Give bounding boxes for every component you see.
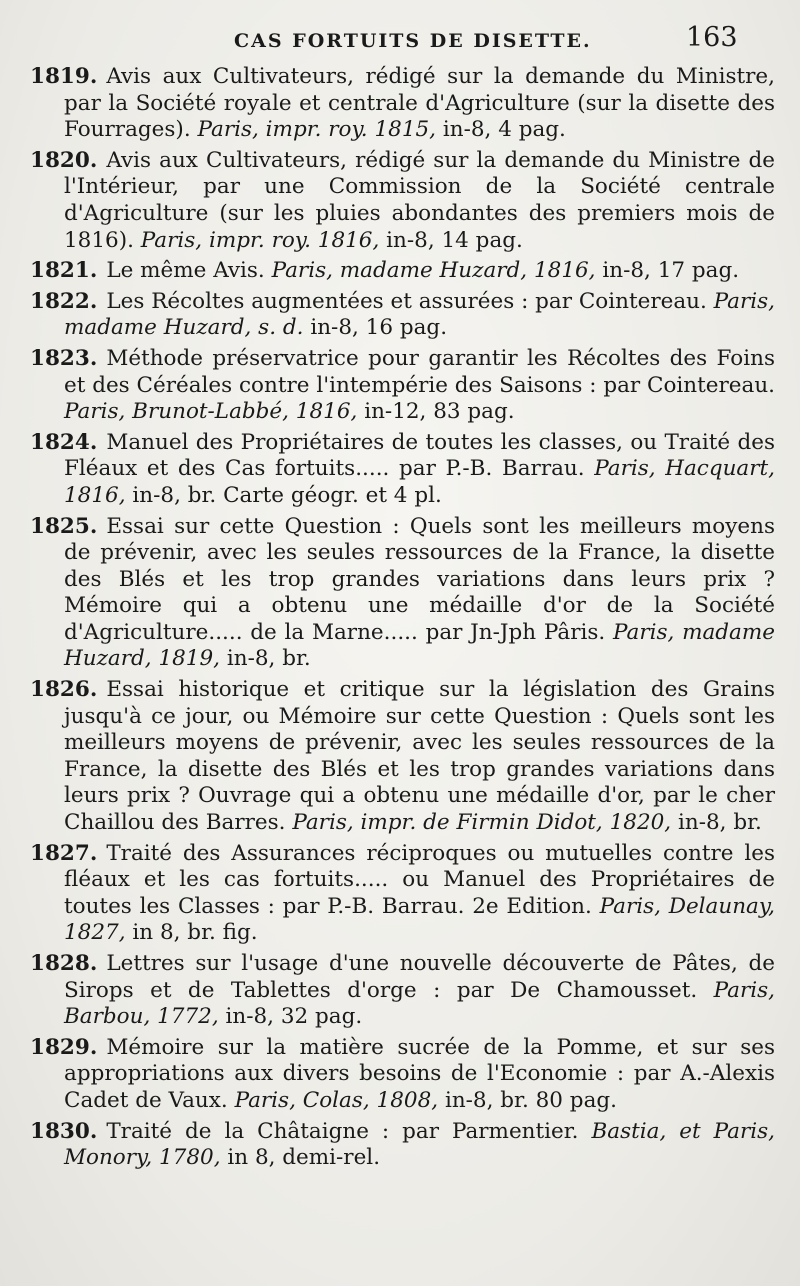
entry-number: 1829. bbox=[30, 1034, 98, 1060]
entry-imprint: Paris, madame Huzard, 1816, bbox=[271, 258, 596, 284]
entry-text: Traité des Assurances réciproques ou mutuelles contre les fléaux et les cas fortuits..... ou Manuel des Propriétaires de toutes les Classes : par P.-B. Barrau. 2e Edition. bbox=[64, 840, 775, 919]
bibliography-entry bbox=[30, 951, 775, 1031]
bibliography-entry bbox=[30, 1035, 775, 1115]
entry-number: 1820. bbox=[30, 147, 98, 173]
entry-text: Traité de la Châtaigne : par Parmentier. bbox=[106, 1118, 579, 1144]
entry-format: in-8, 16 pag. bbox=[310, 315, 448, 341]
entry-imprint: Bastia, et Paris, Monory, 1780, bbox=[64, 1118, 775, 1171]
entry-number: 1825. bbox=[30, 513, 98, 539]
entry-number: 1827. bbox=[30, 840, 98, 866]
entry-text: Essai sur cette Question : Quels sont les meilleurs moyens de prévenir, avec les seules ressources de la France, la disette des Blés et les trop grandes variations dans leurs prix ? Mémoire qui a obtenu une médaille d'or de la Société d'Agriculture..... de la Marne..... par Jn-Jph Pâris. bbox=[64, 513, 775, 645]
entry-format: in 8, demi-rel. bbox=[227, 1145, 381, 1171]
entry-text: Le même Avis. bbox=[106, 258, 265, 284]
entry-format: in-8, 14 pag. bbox=[386, 227, 523, 253]
bibliography-entry bbox=[30, 514, 775, 674]
entry-format: in-8, 32 pag. bbox=[225, 1004, 363, 1030]
entry-imprint: Paris, Brunot-Labbé, 1816, bbox=[64, 399, 358, 425]
entry-number: 1830. bbox=[30, 1118, 98, 1144]
entry-number: 1824. bbox=[30, 429, 98, 455]
bibliography-entry bbox=[30, 430, 775, 510]
entry-number: 1826. bbox=[30, 677, 98, 703]
bibliography-entry bbox=[30, 1119, 775, 1172]
bibliography-list bbox=[30, 64, 775, 1176]
entry-imprint: Paris, madame Huzard, 1819, bbox=[64, 619, 775, 672]
entry-number: 1828. bbox=[30, 951, 98, 976]
bibliography-entry bbox=[30, 64, 775, 144]
bibliography-entry bbox=[30, 841, 775, 947]
entry-number: 1822. bbox=[30, 288, 98, 314]
entry-imprint: Paris, Delaunay, 1827, bbox=[64, 893, 775, 946]
entry-imprint: Paris, Colas, 1808, bbox=[234, 1087, 439, 1113]
bibliography-entry bbox=[30, 148, 775, 254]
entry-number: 1819. bbox=[30, 64, 98, 89]
entry-format: in 8, br. fig. bbox=[132, 920, 258, 946]
entry-text: Les Récoltes augmentées et assurées : par Cointereau. bbox=[106, 288, 707, 314]
entry-format: in-8, br. bbox=[226, 646, 311, 672]
bibliography-entry bbox=[30, 289, 775, 342]
entry-imprint: Paris, madame Huzard, s. d. bbox=[64, 288, 776, 341]
entry-text: Lettres sur l'usage d'une nouvelle découverte de Pâtes, de Sirops et de Tablettes d'orge : par De Chamousset. bbox=[64, 951, 775, 1003]
entry-text: Méthode préservatrice pour garantir les Récoltes des Foins et des Céréales contre l'intempérie des Saisons : par Cointereau. bbox=[64, 345, 776, 398]
bibliography-entry bbox=[30, 258, 775, 285]
entry-text: Essai historique et critique sur la législation des Grains jusqu'à ce jour, ou Mémoire sur cette Question : Quels sont les meilleurs moyens de prévenir, avec les seules ressources de la France, la disette des Blés et les trop grandes variations dans leurs prix ? Ouvrage qui a obtenu une médaille d'or, par le cher Chaillou des Barres. bbox=[64, 677, 775, 836]
bibliography-entry bbox=[30, 346, 775, 426]
entry-imprint: Paris, impr. de Firmin Didot, 1820, bbox=[292, 810, 672, 836]
running-head: CAS FORTUITS DE DISETTE. bbox=[234, 30, 592, 52]
entry-number: 1823. bbox=[30, 345, 98, 371]
bibliography-entry bbox=[30, 677, 775, 837]
entry-imprint: Paris, Barbou, 1772, bbox=[64, 977, 775, 1030]
entry-text: Manuel des Propriétaires de toutes les classes, ou Traité des Fléaux et des Cas fortuits..... par P.-B. Barrau. bbox=[64, 429, 775, 482]
page-header bbox=[0, 20, 800, 70]
entry-format: in-8, br. bbox=[678, 810, 762, 836]
entry-imprint: Paris, Hacquart, 1816, bbox=[64, 456, 776, 508]
entry-text: Avis aux Cultivateurs, rédigé sur la demande du Ministre de l'Intérieur, par une Commission de la Société centrale d'Agriculture (sur les pluies abondantes des premiers mois de 1816). bbox=[64, 147, 775, 253]
entry-text: Mémoire sur la matière sucrée de la Pomme, et sur ses appropriations aux divers besoins de l'Economie : par A.-Alexis Cadet de Vaux. bbox=[64, 1034, 775, 1113]
entry-format: in-8, br. Carte géogr. et 4 pl. bbox=[132, 482, 442, 508]
entry-text: Avis aux Cultivateurs, rédigé sur la demande du Ministre, par la Société royale et centrale d'Agriculture (sur la disette des Fourrages). bbox=[64, 64, 775, 143]
page-number: 163 bbox=[686, 22, 738, 53]
entry-imprint: Paris, impr. roy. 1815, bbox=[197, 117, 437, 143]
entry-format: in-8, br. 80 pag. bbox=[444, 1087, 617, 1113]
entry-number: 1821. bbox=[30, 258, 98, 284]
entry-format: in-8, 17 pag. bbox=[602, 258, 740, 284]
entry-format: in-8, 4 pag. bbox=[442, 117, 566, 143]
entry-imprint: Paris, impr. roy. 1816, bbox=[140, 227, 380, 253]
entry-format: in-12, 83 pag. bbox=[364, 399, 515, 425]
